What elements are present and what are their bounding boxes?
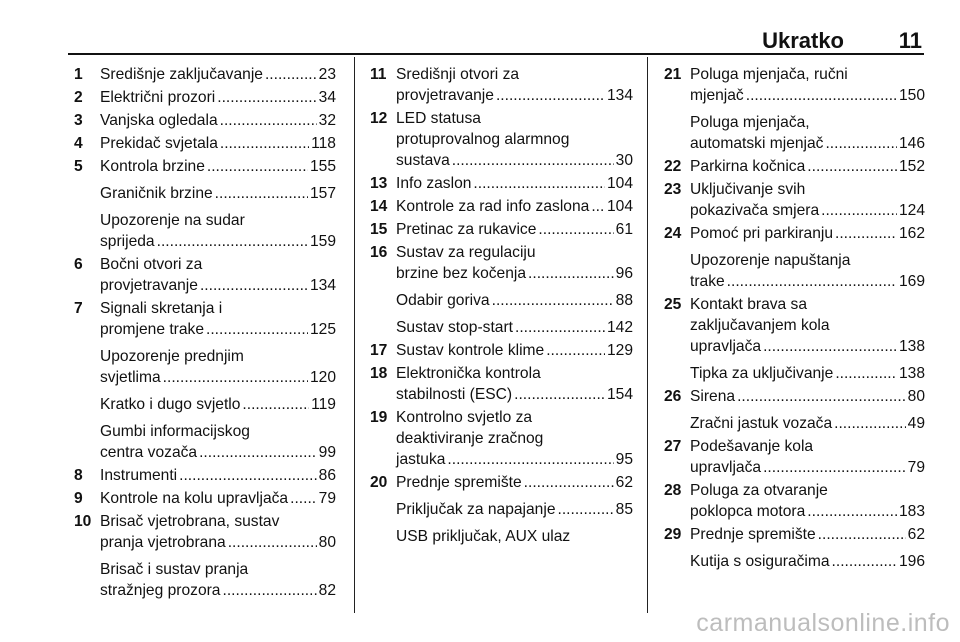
column-divider	[647, 57, 648, 613]
entry-text: Instrumenti	[100, 467, 178, 484]
page-reference: 62	[907, 526, 925, 543]
index-entry	[74, 183, 336, 204]
entry-text: provjetravanje	[100, 277, 198, 294]
column-divider	[354, 57, 355, 613]
entry-line	[100, 442, 336, 463]
index-entry	[74, 421, 336, 463]
entry-text: trake	[690, 273, 725, 290]
entry-number: 12	[370, 110, 388, 127]
page-reference: 96	[615, 265, 633, 282]
entry-text: Info zaslon	[396, 175, 472, 192]
entry-line	[690, 551, 925, 572]
entry-line	[100, 488, 336, 509]
entry-text: stražnjeg prozora	[100, 582, 221, 599]
entry-line	[100, 110, 336, 131]
page-reference: 30	[615, 152, 633, 169]
page-reference: 157	[309, 185, 336, 202]
entry-number: 22	[664, 158, 682, 175]
dot-leader	[727, 271, 897, 292]
index-entry	[664, 112, 925, 154]
index-entry	[74, 559, 336, 601]
entry-line	[690, 413, 925, 434]
page-reference: 150	[898, 87, 925, 104]
entry-text: upravljača	[690, 459, 762, 476]
page-reference: 82	[318, 582, 336, 599]
entry-line	[396, 85, 633, 106]
entry-text: stabilnosti (ESC)	[396, 386, 513, 403]
entry-text: Poluga za otvaranje	[690, 482, 828, 499]
index-entry	[370, 407, 633, 470]
dot-leader	[558, 499, 614, 520]
entry-text: Sirena	[690, 388, 736, 405]
entry-number: 1	[74, 66, 83, 83]
entry-number: 27	[664, 438, 682, 455]
dot-leader	[807, 156, 897, 177]
page-reference: 124	[898, 202, 925, 219]
entry-text: Elektronička kontrola	[396, 365, 541, 382]
entry-text: zaključavanjem kola	[690, 317, 830, 334]
index-entry	[370, 242, 633, 284]
page-reference: 99	[318, 444, 336, 461]
index-entry	[74, 64, 336, 85]
index-entry	[370, 64, 633, 106]
page-number: 11	[898, 28, 922, 53]
entry-text: Graničnik brzine	[100, 185, 213, 202]
watermark: carmanualsonline.info	[696, 609, 950, 637]
index-column-2	[370, 64, 633, 549]
page-reference: 134	[606, 87, 633, 104]
dot-leader	[163, 367, 308, 388]
entry-text: mjenjač	[690, 87, 744, 104]
entry-number: 26	[664, 388, 682, 405]
dot-leader	[452, 150, 614, 171]
page-reference: 196	[898, 553, 925, 570]
page-reference: 138	[898, 365, 925, 382]
page-reference: 104	[606, 175, 633, 192]
dot-leader	[447, 449, 613, 470]
index-entry	[370, 526, 633, 547]
entry-number: 4	[74, 135, 83, 152]
page-reference: 125	[309, 321, 336, 338]
entry-line	[690, 223, 925, 244]
entry-text: Kontakt brava sa	[690, 296, 808, 313]
entry-line	[396, 317, 633, 338]
index-entry	[664, 223, 925, 244]
entry-line	[100, 275, 336, 296]
page-reference: 120	[309, 369, 336, 386]
dot-leader	[825, 133, 897, 154]
dot-leader	[538, 219, 613, 240]
entry-number: 21	[664, 66, 682, 83]
index-entry	[664, 156, 925, 177]
dot-leader	[207, 156, 308, 177]
dot-leader	[528, 263, 614, 284]
entry-text: Priključak za napajanje	[396, 501, 556, 518]
entry-line	[396, 173, 633, 194]
entry-text: centra vozača	[100, 444, 198, 461]
entry-line	[100, 367, 336, 388]
entry-line	[396, 196, 633, 217]
entry-number: 16	[370, 244, 388, 261]
entry-text: Poluga mjenjača, ručni	[690, 66, 848, 83]
entry-number: 3	[74, 112, 83, 129]
page-reference: 138	[898, 338, 925, 355]
entry-text: Sustav stop-start	[396, 319, 513, 336]
index-entry	[664, 480, 925, 522]
entry-text: protuprovalnog alarmnog	[396, 131, 570, 148]
dot-leader	[179, 465, 317, 486]
entry-text: jastuka	[396, 451, 446, 468]
page-reference: 104	[606, 198, 633, 215]
entry-line	[100, 87, 336, 108]
page-reference: 118	[311, 135, 336, 152]
index-entry	[664, 524, 925, 545]
dot-leader	[220, 133, 309, 154]
entry-text: Upozorenje na sudar	[100, 212, 245, 229]
entry-text: sustava	[396, 152, 450, 169]
entry-text: Prednje spremište	[396, 474, 522, 491]
page-title: Ukratko	[762, 28, 844, 53]
entry-text: Prednje spremište	[690, 526, 816, 543]
entry-line	[396, 499, 633, 520]
page-reference: 155	[309, 158, 336, 175]
page-reference: 62	[615, 474, 633, 491]
dot-leader	[217, 87, 316, 108]
index-entry	[370, 290, 633, 311]
dot-leader	[818, 524, 906, 545]
page-reference: 154	[606, 386, 633, 403]
index-entry	[664, 64, 925, 106]
page-reference: 142	[606, 319, 633, 336]
entry-line	[690, 133, 925, 154]
index-entry	[74, 394, 336, 415]
dot-leader	[763, 336, 897, 357]
dot-leader	[591, 196, 605, 217]
entry-text: automatski mjenjač	[690, 135, 824, 152]
entry-text: Prekidač svjetala	[100, 135, 218, 152]
entry-text: Sustav za regulaciju	[396, 244, 536, 261]
page-reference: 152	[898, 158, 925, 175]
entry-line	[690, 200, 925, 221]
entry-line	[100, 319, 336, 340]
index-entry	[370, 317, 633, 338]
dot-leader	[834, 413, 906, 434]
entry-text: Kontrole na kolu upravljača	[100, 490, 289, 507]
entry-text: USB priključak, AUX ulaz	[396, 528, 571, 545]
entry-number: 25	[664, 296, 682, 313]
index-entry	[74, 133, 336, 154]
index-entry	[74, 346, 336, 388]
dot-leader	[514, 384, 605, 405]
dot-leader	[835, 363, 897, 384]
dot-leader	[473, 173, 605, 194]
entry-line	[100, 231, 336, 252]
page-reference: 146	[898, 135, 925, 152]
entry-number: 15	[370, 221, 388, 238]
entry-text: Središnji otvori za	[396, 66, 520, 83]
entry-line	[690, 85, 925, 106]
entry-text: Gumbi informacijskog	[100, 423, 250, 440]
index-entry	[74, 210, 336, 252]
dot-leader	[215, 183, 308, 204]
dot-leader	[835, 223, 897, 244]
entry-text: pokazivača smjera	[690, 202, 820, 219]
entry-text: deaktiviranje zračnog	[396, 430, 544, 447]
entry-number: 14	[370, 198, 388, 215]
entry-number: 7	[74, 300, 83, 317]
entry-text: Sustav kontrole klime	[396, 342, 545, 359]
page-reference: 129	[606, 342, 633, 359]
entry-text: poklopca motora	[690, 503, 806, 520]
index-entry	[664, 294, 925, 357]
entry-text: Vanjska ogledala	[100, 112, 218, 129]
entry-number: 28	[664, 482, 682, 499]
entry-text: Kontrolno svjetlo za	[396, 409, 533, 426]
dot-leader	[242, 394, 309, 415]
index-entry	[74, 87, 336, 108]
page-reference: 80	[907, 388, 925, 405]
entry-line	[100, 394, 336, 415]
entry-line	[690, 271, 925, 292]
dot-leader	[763, 457, 906, 478]
entry-text: Podešavanje kola	[690, 438, 814, 455]
dot-leader	[737, 386, 906, 407]
dot-leader	[228, 532, 317, 553]
entry-line	[100, 183, 336, 204]
entry-number: 20	[370, 474, 388, 491]
index-entry	[370, 340, 633, 361]
dot-leader	[524, 472, 614, 493]
entry-text: Pomoć pri parkiranju	[690, 225, 834, 242]
entry-line	[396, 384, 633, 405]
entry-line	[690, 524, 925, 545]
index-entry	[74, 511, 336, 553]
dot-leader	[546, 340, 605, 361]
page-reference: 34	[318, 89, 336, 106]
entry-number: 24	[664, 225, 682, 242]
entry-text: sprijeda	[100, 233, 155, 250]
entry-line	[100, 465, 336, 486]
dot-leader	[222, 580, 316, 601]
page-reference: 95	[615, 451, 633, 468]
entry-line	[396, 263, 633, 284]
entry-number: 19	[370, 409, 388, 426]
entry-text: Upozorenje prednjim	[100, 348, 244, 365]
entry-line	[690, 336, 925, 357]
index-column-1	[74, 64, 336, 603]
entry-number: 2	[74, 89, 83, 106]
page-reference: 162	[898, 225, 925, 242]
entry-text: upravljača	[690, 338, 762, 355]
entry-line	[396, 219, 633, 240]
entry-text: Signali skretanja i	[100, 300, 223, 317]
entry-text: Kratko i dugo svjetlo	[100, 396, 241, 413]
dot-leader	[821, 200, 897, 221]
entry-text: pranja vjetrobrana	[100, 534, 226, 551]
entry-line	[100, 133, 336, 154]
page-reference: 119	[311, 396, 336, 413]
entry-text: Kontrola brzine	[100, 158, 205, 175]
dot-leader	[515, 317, 605, 338]
index-entry	[74, 465, 336, 486]
entry-text: Upozorenje napuštanja	[690, 252, 851, 269]
dot-leader	[199, 442, 317, 463]
entry-line	[396, 472, 633, 493]
entry-number: 10	[74, 513, 92, 530]
entry-text: Brisač vjetrobrana, sustav	[100, 513, 280, 530]
page-reference: 23	[318, 66, 336, 83]
entry-text: Pretinac za rukavice	[396, 221, 537, 238]
index-entry	[370, 108, 633, 171]
page-reference: 49	[907, 415, 925, 432]
entry-line	[690, 501, 925, 522]
entry-text: brzine bez kočenja	[396, 265, 527, 282]
page-header	[68, 28, 924, 53]
page-reference: 88	[615, 292, 633, 309]
entry-number: 18	[370, 365, 388, 382]
index-entry	[370, 499, 633, 520]
entry-number: 11	[370, 66, 387, 83]
entry-line	[690, 386, 925, 407]
dot-leader	[746, 85, 897, 106]
index-entry	[74, 488, 336, 509]
index-entry	[664, 386, 925, 407]
header-rule	[68, 53, 924, 55]
dot-leader	[496, 85, 605, 106]
index-entry	[664, 179, 925, 221]
index-entry	[74, 254, 336, 296]
entry-number: 6	[74, 256, 83, 273]
entry-line	[100, 156, 336, 177]
page-reference: 79	[318, 490, 336, 507]
entry-number: 23	[664, 181, 682, 198]
entry-text: provjetravanje	[396, 87, 494, 104]
entry-line	[396, 340, 633, 361]
entry-text: Središnje zaključavanje	[100, 66, 263, 83]
index-entry	[664, 413, 925, 434]
dot-leader	[206, 319, 308, 340]
index-entry	[74, 298, 336, 340]
entry-number: 5	[74, 158, 83, 175]
entry-number: 8	[74, 467, 83, 484]
page-reference: 169	[898, 273, 925, 290]
entry-number: 29	[664, 526, 682, 543]
dot-leader	[492, 290, 614, 311]
dot-leader	[290, 488, 317, 509]
entry-text: Odabir goriva	[396, 292, 490, 309]
entry-line	[690, 457, 925, 478]
entry-line	[396, 290, 633, 311]
entry-text: LED statusa	[396, 110, 481, 127]
entry-text: Uključivanje svih	[690, 181, 806, 198]
entry-line	[690, 156, 925, 177]
entry-text: Bočni otvori za	[100, 256, 203, 273]
dot-leader	[200, 275, 308, 296]
entry-text: Kontrole za rad info zaslona	[396, 198, 590, 215]
entry-text: svjetlima	[100, 369, 161, 386]
entry-text: promjene trake	[100, 321, 205, 338]
page-reference: 86	[318, 467, 336, 484]
index-entry	[370, 472, 633, 493]
page-reference: 79	[907, 459, 925, 476]
entry-line	[100, 532, 336, 553]
entry-text: Kutija s osiguračima	[690, 553, 830, 570]
index-entry	[370, 173, 633, 194]
index-entry	[74, 110, 336, 131]
entry-line	[100, 580, 336, 601]
dot-leader	[807, 501, 897, 522]
page-reference: 80	[318, 534, 336, 551]
dot-leader	[265, 64, 317, 85]
entry-line	[100, 64, 336, 85]
page-reference: 32	[318, 112, 336, 129]
index-entry	[664, 551, 925, 572]
entry-number: 13	[370, 175, 388, 192]
index-entry	[74, 156, 336, 177]
index-column-3	[664, 64, 925, 574]
page-reference: 183	[898, 503, 925, 520]
entry-line	[690, 363, 925, 384]
entry-line	[396, 449, 633, 470]
dot-leader	[832, 551, 897, 572]
page-reference: 134	[309, 277, 336, 294]
entry-text: Tipka za uključivanje	[690, 365, 834, 382]
page-reference: 85	[615, 501, 633, 518]
index-entry	[664, 436, 925, 478]
entry-text: Brisač i sustav pranja	[100, 561, 249, 578]
entry-number: 17	[370, 342, 388, 359]
index-entry	[370, 219, 633, 240]
dot-leader	[220, 110, 317, 131]
index-entry	[370, 196, 633, 217]
page-reference: 61	[615, 221, 633, 238]
page-reference: 159	[309, 233, 336, 250]
index-entry	[664, 250, 925, 292]
entry-text: Parkirna kočnica	[690, 158, 806, 175]
entry-line	[396, 150, 633, 171]
dot-leader	[157, 231, 308, 252]
entry-text: Poluga mjenjača,	[690, 114, 810, 131]
entry-text: Zračni jastuk vozača	[690, 415, 833, 432]
index-entry	[664, 363, 925, 384]
entry-number: 9	[74, 490, 83, 507]
index-entry	[370, 363, 633, 405]
entry-text: Električni prozori	[100, 89, 216, 106]
